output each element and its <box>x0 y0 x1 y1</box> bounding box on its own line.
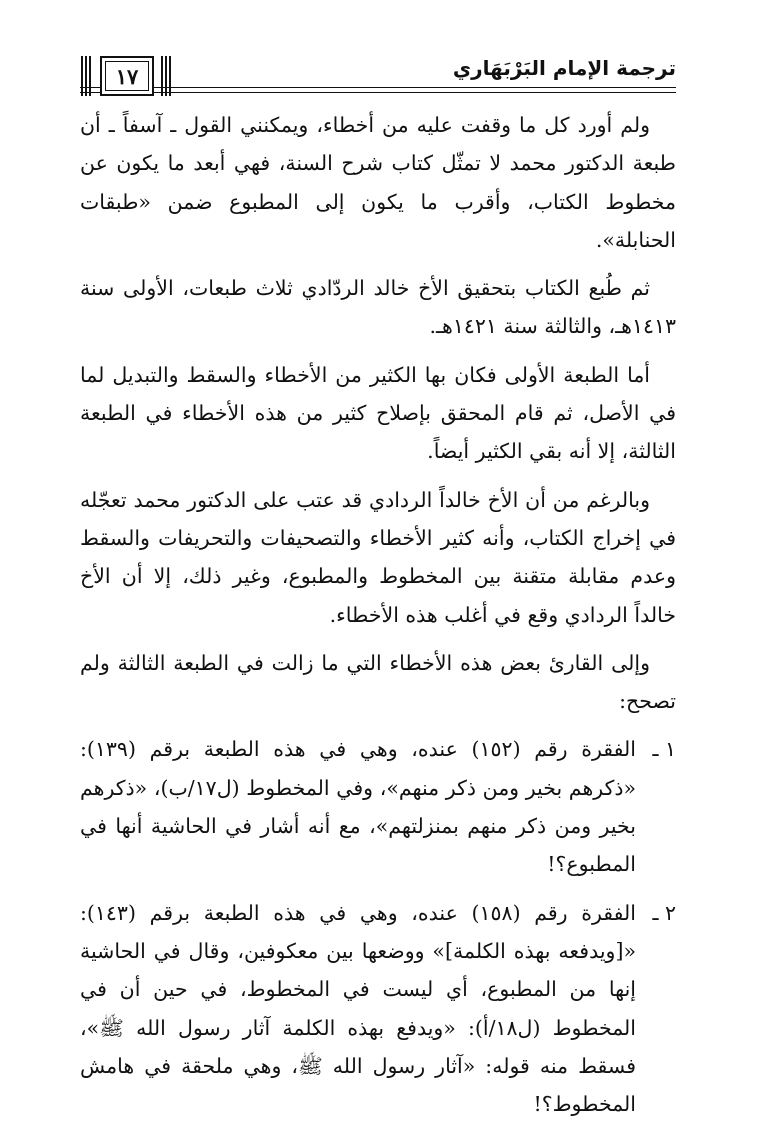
list-item-number: ١ ـ <box>652 737 676 762</box>
list-item-number: ٢ ـ <box>652 900 676 925</box>
page-number-box <box>100 56 154 96</box>
body-text <box>80 106 676 1133</box>
page-number: ١٧ <box>115 64 139 89</box>
paragraph: وإلى القارئ بعض هذه الأخطاء التي ما زالت في الطبعة الثالثة ولم تصحح: <box>80 650 676 714</box>
header-ornament-right <box>160 56 174 96</box>
header-ornament-left <box>80 56 94 96</box>
list-item <box>80 730 676 883</box>
paragraph: وبالرغم من أن الأخ خالداً الردادي قد عتب على الدكتور محمد تعجّله في إخراج الكتاب، وأنه كثير الأخطاء والتصحيفات والتحريفات والسقط وعدم مقابلة متقنة بين المخطوط والمطبوع، وغير ذلك، إلا أن الأخ خالداً الردادي وقع في أغلب هذه الأخطاء. <box>80 487 676 627</box>
list-item <box>80 894 676 1124</box>
running-header <box>80 52 676 98</box>
paragraph: أما الطبعة الأولى فكان بها الكثير من الأخطاء والسقط والتبديل لما في الأصل، ثم قام المحقق بإصلاح كثير من هذه الأخطاء في الطبعة الثالثة، إلا أنه بقي الكثير أيضاً. <box>80 362 676 464</box>
paragraph: ولم أورد كل ما وقفت عليه من أخطاء، ويمكنني القول ـ آسفاً ـ أن طبعة الدكتور محمد لا تمثّل كتاب شرح السنة، فهي أبعد ما يكون عن مخطوط الكتاب، وأقرب ما يكون إلى المطبوع ضمن «طبقات الحنابلة». <box>80 113 676 252</box>
list-item-text: الفقرة رقم (١٥٢) عنده، وهي في هذه الطبعة برقم (١٣٩): «ذكرهم بخير ومن ذكر منهم»، وفي المخطوط (ل١٧/ب)، «ذكرهم بخير ومن ذكر منهم بمنزلتهم»، مع أنه أشار في الحاشية أنها في المطبوع؟! <box>80 737 636 877</box>
running-header-title: ترجمة الإمام البَرْبَهَاري <box>452 56 676 80</box>
paragraph: ثم طُبع الكتاب بتحقيق الأخ خالد الردّادي ثلاث طبعات، الأولى سنة ١٤١٣هـ، والثالثة سنة ١٤٢١هـ. <box>80 276 676 339</box>
list-item-text: الفقرة رقم (١٥٨) عنده، وهي في هذه الطبعة برقم (١٤٣): «[ويدفعه بهذه الكلمة]» ووضعها بين معكوفين، وقال في الحاشية إنها من المطبوع، أي ليست في المخطوط، في حين أن في المخطوط (ل١٨/أ): «ويدفع بهذه الكلمة آثار رسول الله ﷺ»، فسقط منه قوله: «آثار رسول الله ﷺ، وهي ملحقة في هامش المخطوط؟! <box>80 900 636 1117</box>
